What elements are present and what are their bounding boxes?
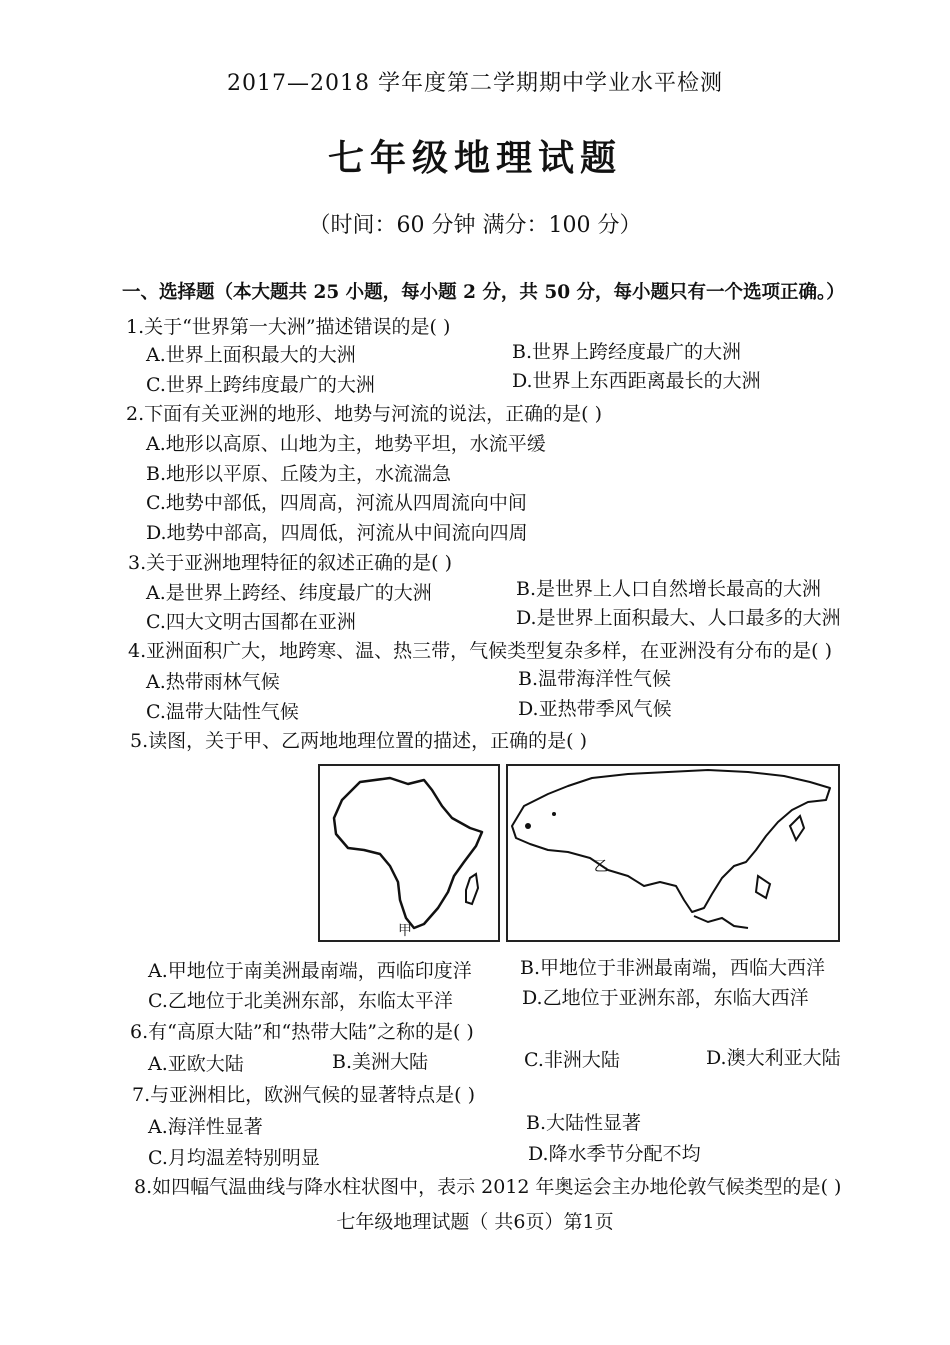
map-label-jia: 甲 (398, 923, 412, 939)
question-1-option-d: D.世界上东西距离最长的大洲 (512, 370, 761, 392)
question-5-maps (318, 764, 838, 940)
section-heading: 一、选择题（本大题共 25 小题，每小题 2 分，共 50 分，每小题只有一个选项正确。） (122, 282, 845, 303)
question-5-option-a: A.甲地位于南美洲最南端，西临印度洋 (148, 960, 472, 982)
asia-map (506, 764, 840, 942)
question-3-option-d: D.是世界上面积最大、人口最多的大洲 (516, 607, 841, 629)
question-2-option-a: A.地形以高原、山地为主，地势平坦，水流平缓 (146, 433, 546, 455)
question-4-option-a: A.热带雨林气候 (146, 671, 280, 693)
africa-outline-icon (320, 766, 498, 940)
question-2-option-d: D.地势中部高，四周低，河流从中间流向四周 (146, 522, 528, 544)
question-3-stem: 3.关于亚洲地理特征的叙述正确的是( ) (128, 552, 452, 574)
question-7-stem: 7.与亚洲相比，欧洲气候的显著特点是( ) (132, 1084, 475, 1106)
question-2-option-b: B.地形以平原、丘陵为主，水流湍急 (146, 463, 452, 485)
question-4-option-c: C.温带大陆性气候 (146, 701, 299, 723)
question-6-option-d: D.澳大利亚大陆 (706, 1047, 841, 1069)
question-6-stem: 6.有“高原大陆”和“热带大陆”之称的是( ) (130, 1021, 474, 1043)
africa-map (318, 764, 500, 942)
question-4-option-b: B.温带海洋性气候 (518, 668, 672, 690)
question-5-option-c: C.乙地位于北美洲东部，东临太平洋 (148, 990, 453, 1012)
question-6-option-b: B.美洲大陆 (332, 1051, 429, 1073)
question-5-option-b: B.甲地位于非洲最南端，西临大西洋 (520, 957, 826, 979)
question-7-option-c: C.月均温差特别明显 (148, 1147, 320, 1169)
question-2-option-c: C.地势中部低，四周高，河流从四周流向中间 (146, 492, 527, 514)
asia-outline-icon (508, 766, 838, 940)
question-4-stem: 4.亚洲面积广大，地跨寒、温、热三带，气候类型复杂多样，在亚洲没有分布的是( ) (128, 640, 832, 662)
map-label-yi: 乙 (594, 859, 608, 875)
question-7-option-d: D.降水季节分配不均 (528, 1143, 701, 1165)
question-7-option-a: A.海洋性显著 (148, 1116, 263, 1138)
question-5-option-d: D.乙地位于亚洲东部，东临大西洋 (522, 987, 809, 1009)
question-1-option-c: C.世界上跨纬度最广的大洲 (146, 374, 375, 396)
question-3-option-c: C.四大文明古国都在亚洲 (146, 611, 356, 633)
question-1-stem: 1.关于“世界第一大洲”描述错误的是( ) (126, 316, 451, 338)
question-3-option-a: A.是世界上跨经、纬度最广的大洲 (146, 582, 432, 604)
question-6-option-c: C.非洲大陆 (524, 1049, 620, 1071)
exam-title: 七年级地理试题 (327, 137, 622, 179)
page-footer: 七年级地理试题（ 共6页）第1页 (336, 1211, 614, 1233)
question-1-option-a: A.世界上面积最大的大洲 (146, 344, 356, 366)
question-4-option-d: D.亚热带季风气候 (518, 698, 672, 720)
question-5-stem: 5.读图，关于甲、乙两地地理位置的描述，正确的是( ) (130, 730, 587, 752)
exam-session-line: 2017—2018 学年度第二学期期中学业水平检测 (227, 71, 723, 96)
question-1-option-b: B.世界上跨经度最广的大洲 (512, 341, 742, 363)
question-3-option-b: B.是世界上人口自然增长最高的大洲 (516, 578, 822, 600)
question-2-stem: 2.下面有关亚洲的地形、地势与河流的说法，正确的是( ) (126, 403, 602, 425)
exam-time-score: （时间：60 分钟 满分：100 分） (308, 213, 642, 238)
question-6-option-a: A.亚欧大陆 (148, 1053, 244, 1075)
question-7-option-b: B.大陆性显著 (526, 1112, 642, 1134)
question-8-stem: 8.如四幅气温曲线与降水柱状图中，表示 2012 年奥运会主办地伦敦气候类型的是( ) (134, 1176, 842, 1198)
